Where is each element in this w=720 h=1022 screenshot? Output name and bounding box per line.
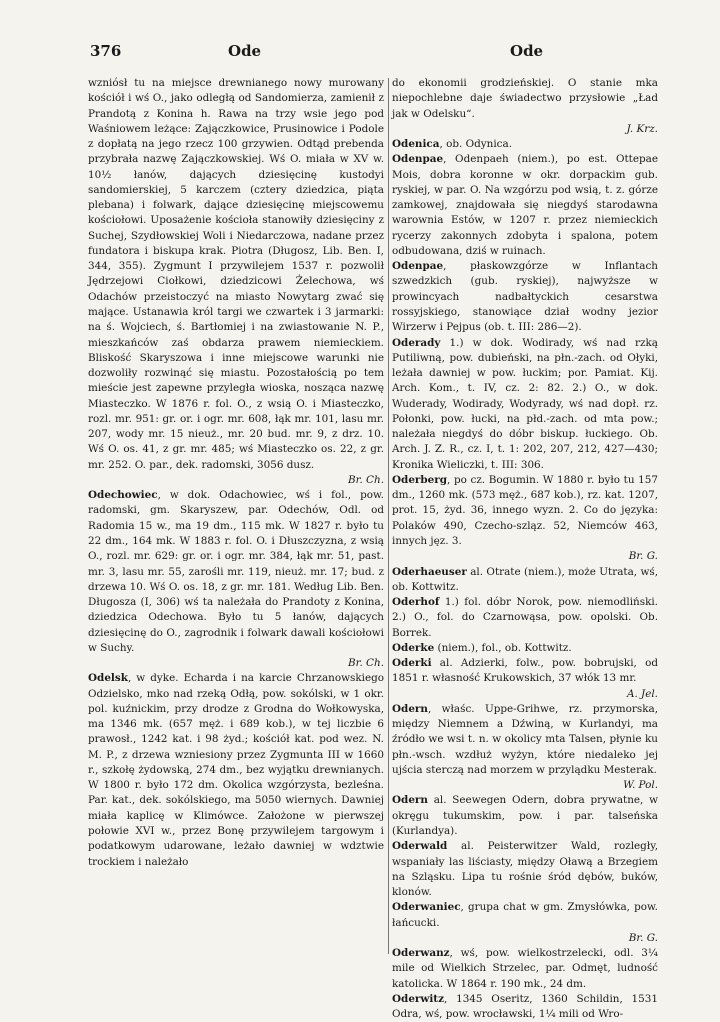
dictionary-entry bbox=[392, 656, 658, 702]
entry-author: Br. G. bbox=[628, 550, 658, 563]
entry-headword: Oderwanz bbox=[392, 947, 450, 960]
entry-text: al. Adzierki, folw., pow. bobrujski, od 1851 r. własność Krukowskich, 37 włók 13 mr. bbox=[392, 657, 658, 685]
entry-text: , 1345 Oseritz, 1360 Schildin, 1531 Odra, wś, pow. wrocławski, 1¼ mili od Wro- bbox=[392, 992, 658, 1021]
dictionary-entry bbox=[392, 565, 658, 596]
entry-text: , w dyke. Echarda i na karcie Chrzanowskiego Odzielsko, mko nad rzeką Odłą, pow. sokólski, w 1 okr. pol. kuźnickim, przy drodze z Grodna do Wołkowyska, ma 1346 mk. (657 męż. i 689 kob.), w tej liczbie 6 prawosł., 1242 kat. i 98 żyd.; kościół kat. pod wez. N. M. P., z drzewa wzniesiony przez Zygmunta III w 1660 r., szkołę żydowską, 274 dm., bez wyjątku drewnianych. W 1800 r. było 172 dm. Okolica wzgórzysta, bezleśna. Par. kat., dek. sokólskiego, ma 5050 wiernych. Dawniej miała kaplicę w Klimówce. Założone w pierwszej połowie XVI w., przez Bonę przywilejem targowym i podatkowym udarowane, leżało dawniej w wdztwie trockiem i należało bbox=[88, 672, 384, 868]
entry-continuation bbox=[88, 76, 384, 488]
entry-headword: Odenica bbox=[392, 138, 440, 151]
entry-headword: Oderke bbox=[392, 641, 435, 654]
entry-text: , właśc. Uppe-Grihwe, rz. przymorska, między Niemnem a Dźwiną, w Kurlandyi, ma źródło we wsi t. n. w okolicy mta Talsen, płynie ku płn.-wsch. wzdłuż wyżyn, które niedaleko jej ujścia sterczą nad morzem w przylądku Mesterak. bbox=[392, 702, 658, 776]
entry-headword: Odern bbox=[392, 702, 428, 715]
entry-author: Br. Ch. bbox=[347, 657, 384, 670]
entry-text: , Odenpaeh (niem.), po est. Ottepae Mois, dobra koronne w okr. dorpackim gub. ryskiej, w par. O. Na wzgórzu pod wsią, t. z. górze zamkowej, znajdowała się niegdyś starodawna warownia Estów, w 1207 r. przez niemieckich rycerzy zakonnych zdobyta i spalona, potem odbudowana, dziś w ruinach. bbox=[392, 153, 658, 257]
entry-text: , grupa chat w gm. Zmysłówka, pow. łańcucki. bbox=[392, 901, 658, 929]
dictionary-entry bbox=[392, 137, 658, 152]
dictionary-entry bbox=[392, 946, 658, 992]
dictionary-entry bbox=[392, 473, 658, 565]
entry-author: W. Pol. bbox=[623, 779, 658, 792]
page-number: 376 bbox=[90, 42, 122, 60]
dictionary-entry bbox=[392, 152, 658, 259]
entry-headword: Odenpae bbox=[392, 260, 444, 273]
entry-author: A. Jel. bbox=[626, 687, 658, 700]
entry-headword: Oderwaniec bbox=[392, 901, 461, 914]
entry-text: , wś, pow. wielkostrzelecki, odl. 3¼ mile od Wielkich Strzelec, par. Odmęt, ludność katolicka. W 1864 r. 190 mk., 24 dm. bbox=[392, 947, 658, 990]
entry-author: Br. G. bbox=[628, 931, 658, 944]
dictionary-entry bbox=[392, 641, 658, 656]
dictionary-entry bbox=[88, 671, 384, 869]
entry-headword: Oderberg bbox=[392, 473, 448, 486]
entry-headword: Oderki bbox=[392, 657, 432, 670]
entry-text: wzniósł tu na miejsce drewnianego nowy murowany kościół i wś O., jako odległą od Sandomierza, zamienił z Prandotą z Konina h. Rawa na trzy wsie jego pod Waśniowem leżące: Zajączkowice, Prusinowice i Podole z dopłatą na jego rzecz 100 grzywien. Odtąd prebenda przybrała nazwę Zajączkowskiej. Wś O. miała w XV w. 10½ łanów, dających dziesięcinę kustodyi sandomierskiej, 5 karczem (cztery dziedzica, piąta plebana) i folwark, dające dziesięcinę miejscowemu kościołowi. Uposażenie kościoła stanowiły dziesięciny z Suchej, Szydłowskiej Woli i Niedarczowa, nadane przez fundatora i biskupa krak. Piotra (Długosz, Lib. Ben. I, 344, 355). Zygmunt I przywilejem 1537 r. pozwolił Jędrzejowi Ciołkowi, dziedzicowi Żelechowa, wś Odachów przeistoczyć na miasto Nowytarg zwać się mające. Ustanawia król targi we czwartek i 3 jarmarki: na ś. Wojciech, ś. Bartłomiej i na zwiastowanie N. P., mieszkańców zaś obdarza prawem niemieckiem. Bliskość Skaryszowa i inne miejscowe warunki nie dozwoliły rozwinąć się miastu. Pozostałością po tem mieście jest zapewne przyległa wioska, nosząca nazwę Miasteczko. W 1876 r. fol. O., z wsią O. i Miasteczko, rozl. mr. 951: gr. or. i ogr. mr. 608, łąk mr. 101, lasu mr. 207, wody mr. 15 nieuż., mr. 20 bud. mr. 9, z drz. 10. Wś O. os. 41, z gr. mr. 485; wś Miasteczko os. 22, z gr. mr. 252. O. par., dek. radomski, 3056 dusz. bbox=[88, 77, 384, 471]
dictionary-entry bbox=[392, 839, 658, 900]
entry-headword: Odern bbox=[392, 794, 428, 807]
entry-text: , ob. Odynica. bbox=[439, 138, 512, 151]
column-divider bbox=[388, 78, 389, 954]
page-header bbox=[90, 42, 657, 62]
dictionary-entry bbox=[392, 793, 658, 839]
dictionary-entry bbox=[392, 336, 658, 473]
entry-text: al. Otrate (niem.), może Utrata, wś, ob. Kottwitz. bbox=[392, 565, 658, 593]
entry-author: Br. Ch. bbox=[347, 473, 384, 486]
dictionary-entry bbox=[392, 900, 658, 946]
entry-headword: Oderwitz bbox=[392, 992, 444, 1005]
entry-text: 1.) fol. dóbr Norok, pow. niemodliński. 2.) O., fol. do Czarnowąsa, pow. opolski. Ob. Borrek. bbox=[392, 596, 658, 639]
entry-headword: Odenpae bbox=[392, 153, 444, 166]
running-head-left: Ode bbox=[228, 42, 262, 60]
entry-text: al. Seewegen Odern, dobra prywatne, w okręgu tukumskim, pow. i par. talseńska (Kurlandya). bbox=[392, 794, 658, 838]
entry-continuation bbox=[392, 76, 658, 137]
dictionary-entry bbox=[392, 259, 658, 335]
entry-headword: Oderwald bbox=[392, 840, 448, 853]
entry-text: do ekonomii grodzieńskiej. O stanie mka niepochlebne daje świadectwo przysłowie „Ład jak w Odelsku“. bbox=[392, 77, 658, 120]
entry-headword: Oderhof bbox=[392, 596, 440, 609]
dictionary-entry bbox=[392, 595, 658, 641]
entry-text: 1.) w dok. Wodirady, wś nad rzką Putiliwną, pow. dubieński, na płn.-zach. od Ołyki, leżała dawniej w pow. łuckim; por. Pamiat. Kij. Arch. Kom., t. IV, cz. 2: 82. 2.) O., w dok. Wuderady, Wodirady, Wodyrady, wś nad dopł. rz. Połonki, pow. łucki, na płd.-zach. od mta pow.; należała niegdyś do dóbr biskup. łuckiego. Ob. Arch. J. Z. R., cz. I, t. 1: 202, 207, 212, 427—430; Kronika Wieliczki, t. III: 306. bbox=[392, 336, 658, 471]
entry-headword: Odelsk bbox=[88, 672, 128, 685]
entry-headword: Odechowiec bbox=[88, 489, 158, 502]
entry-text: , po cz. Bogumin. W 1880 r. było tu 157 dm., 1260 mk. (573 męż., 687 kob.), rz. kat. 1207, prot. 15, żyd. 36, innego wyzn. 2. Co do języka: Polaków 490, Czecho-szląz. 52, Niemców 463, innych jęz. 3. bbox=[392, 473, 658, 547]
dictionary-entry bbox=[88, 488, 384, 671]
right-column bbox=[392, 76, 658, 1022]
entry-text: al. Peisterwitzer Wald, rozległy, wspaniały las liściasty, między Oławą a Brzegiem na Szląsku. Lipa tu rośnie śród dębów, buków, klonów. bbox=[392, 840, 658, 899]
dictionary-entry bbox=[392, 702, 658, 794]
entry-text: , w dok. Odachowiec, wś i fol., pow. radomski, gm. Skaryszew, par. Odechów, Odl. od Radomia 15 w., ma 19 dm., 115 mk. W 1827 r. było tu 22 dm., 164 mk. W 1883 r. fol. O. i Dłuszczyzna, z wsią O., rozl. mr. 629: gr. or. i ogr. mr. 384, łąk mr. 51, past. mr. 3, lasu mr. 55, zarośli mr. 119, nieuż. mr. 17; bud. z drzewa 10. Wś O. os. 18, z gr. mr. 181. Według Lib. Ben. Długosza (I, 306) wś ta należała do Prandoty z Konina, dziedzica Odechowa. Było tu 5 łanów, dających dziesięcinę do O., zagrodnik i folwark dawali kościołowi w Suchy. bbox=[88, 489, 384, 654]
entry-author: J. Krz. bbox=[626, 122, 658, 135]
entry-text: (niem.), fol., ob. Kottwitz. bbox=[434, 641, 572, 654]
entry-headword: Oderhaeuser bbox=[392, 565, 467, 578]
dictionary-entry bbox=[392, 992, 658, 1022]
running-head-right: Ode bbox=[510, 42, 544, 60]
left-column bbox=[88, 76, 384, 870]
entry-text: , płaskowzgórze w Inflantach szwedzkich (gub. ryskiej), najwyższe w prowincyach nadbałtyckich cesarstwa rossyjskiego, stanowiące dział wodny jezior Wirzerw i Pejpus (ob. t. III: 286—2). bbox=[392, 260, 658, 334]
entry-headword: Oderady bbox=[392, 336, 441, 349]
